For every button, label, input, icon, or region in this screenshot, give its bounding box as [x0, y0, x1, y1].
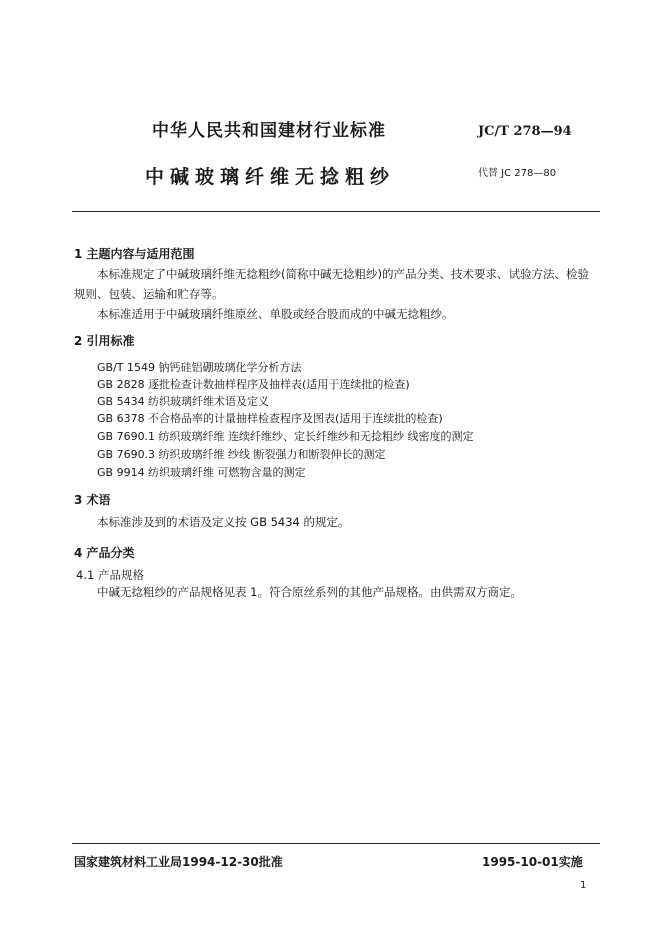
section-1-heading: 1 主题内容与适用范围 — [74, 247, 195, 261]
section-3-para: 本标准涉及到的术语及定义按 GB 5434 的规定。 — [97, 515, 350, 529]
reference-item: GB 9914 纺织玻璃纤维 可燃物含量的测定 — [97, 466, 306, 479]
footer-divider — [72, 843, 600, 844]
standard-code: JC/T 278—94 — [478, 124, 572, 139]
section-1-para-1-line-2: 规则、包装、运输和贮存等。 — [74, 287, 224, 301]
issuing-organization: 中华人民共和国建材行业标准 — [152, 121, 386, 141]
header-divider — [72, 211, 600, 212]
reference-item: GB/T 1549 钠钙硅铝硼玻璃化学分析方法 — [97, 361, 302, 374]
replaces-standard: 代替 JC 278—80 — [478, 168, 557, 179]
reference-item: GB 6378 不合格品率的计量抽样检查程序及图表(适用于连续批的检查) — [97, 412, 443, 425]
approval-statement: 国家建筑材料工业局1994-12-30批准 — [74, 855, 283, 869]
effective-date: 1995-10-01实施 — [482, 855, 583, 869]
reference-item: GB 2828 逐批检查计数抽样程序及抽样表(适用于连续批的检查) — [97, 378, 410, 391]
section-4-1-para: 中碱无捻粗纱的产品规格见表 1。符合原丝系列的其他产品规格。由供需双方商定。 — [97, 585, 522, 599]
reference-item: GB 7690.3 纺织玻璃纤维 纱线 断裂强力和断裂伸长的测定 — [97, 448, 386, 461]
section-3-heading: 3 术语 — [74, 493, 111, 507]
section-1-para-2: 本标准适用于中碱玻璃纤维原丝、单股或经合股而成的中碱无捻粗纱。 — [97, 307, 454, 321]
section-1-para-1-line-1: 本标准规定了中碱玻璃纤维无捻粗纱(简称中碱无捻粗纱)的产品分类、技术要求、试验方法、检验 — [97, 267, 589, 281]
reference-item: GB 7690.1 纺织玻璃纤维 连续纤维纱、定长纤维纱和无捻粗纱 线密度的测定 — [97, 430, 474, 443]
page-number: 1 — [580, 880, 587, 891]
section-2-heading: 2 引用标准 — [74, 334, 135, 348]
section-4-1-heading: 4.1 产品规格 — [76, 568, 144, 582]
reference-item: GB 5434 纺织玻璃纤维术语及定义 — [97, 395, 270, 408]
document-title: 中碱玻璃纤维无捻粗纱 — [145, 166, 396, 188]
section-4-heading: 4 产品分类 — [74, 546, 135, 560]
